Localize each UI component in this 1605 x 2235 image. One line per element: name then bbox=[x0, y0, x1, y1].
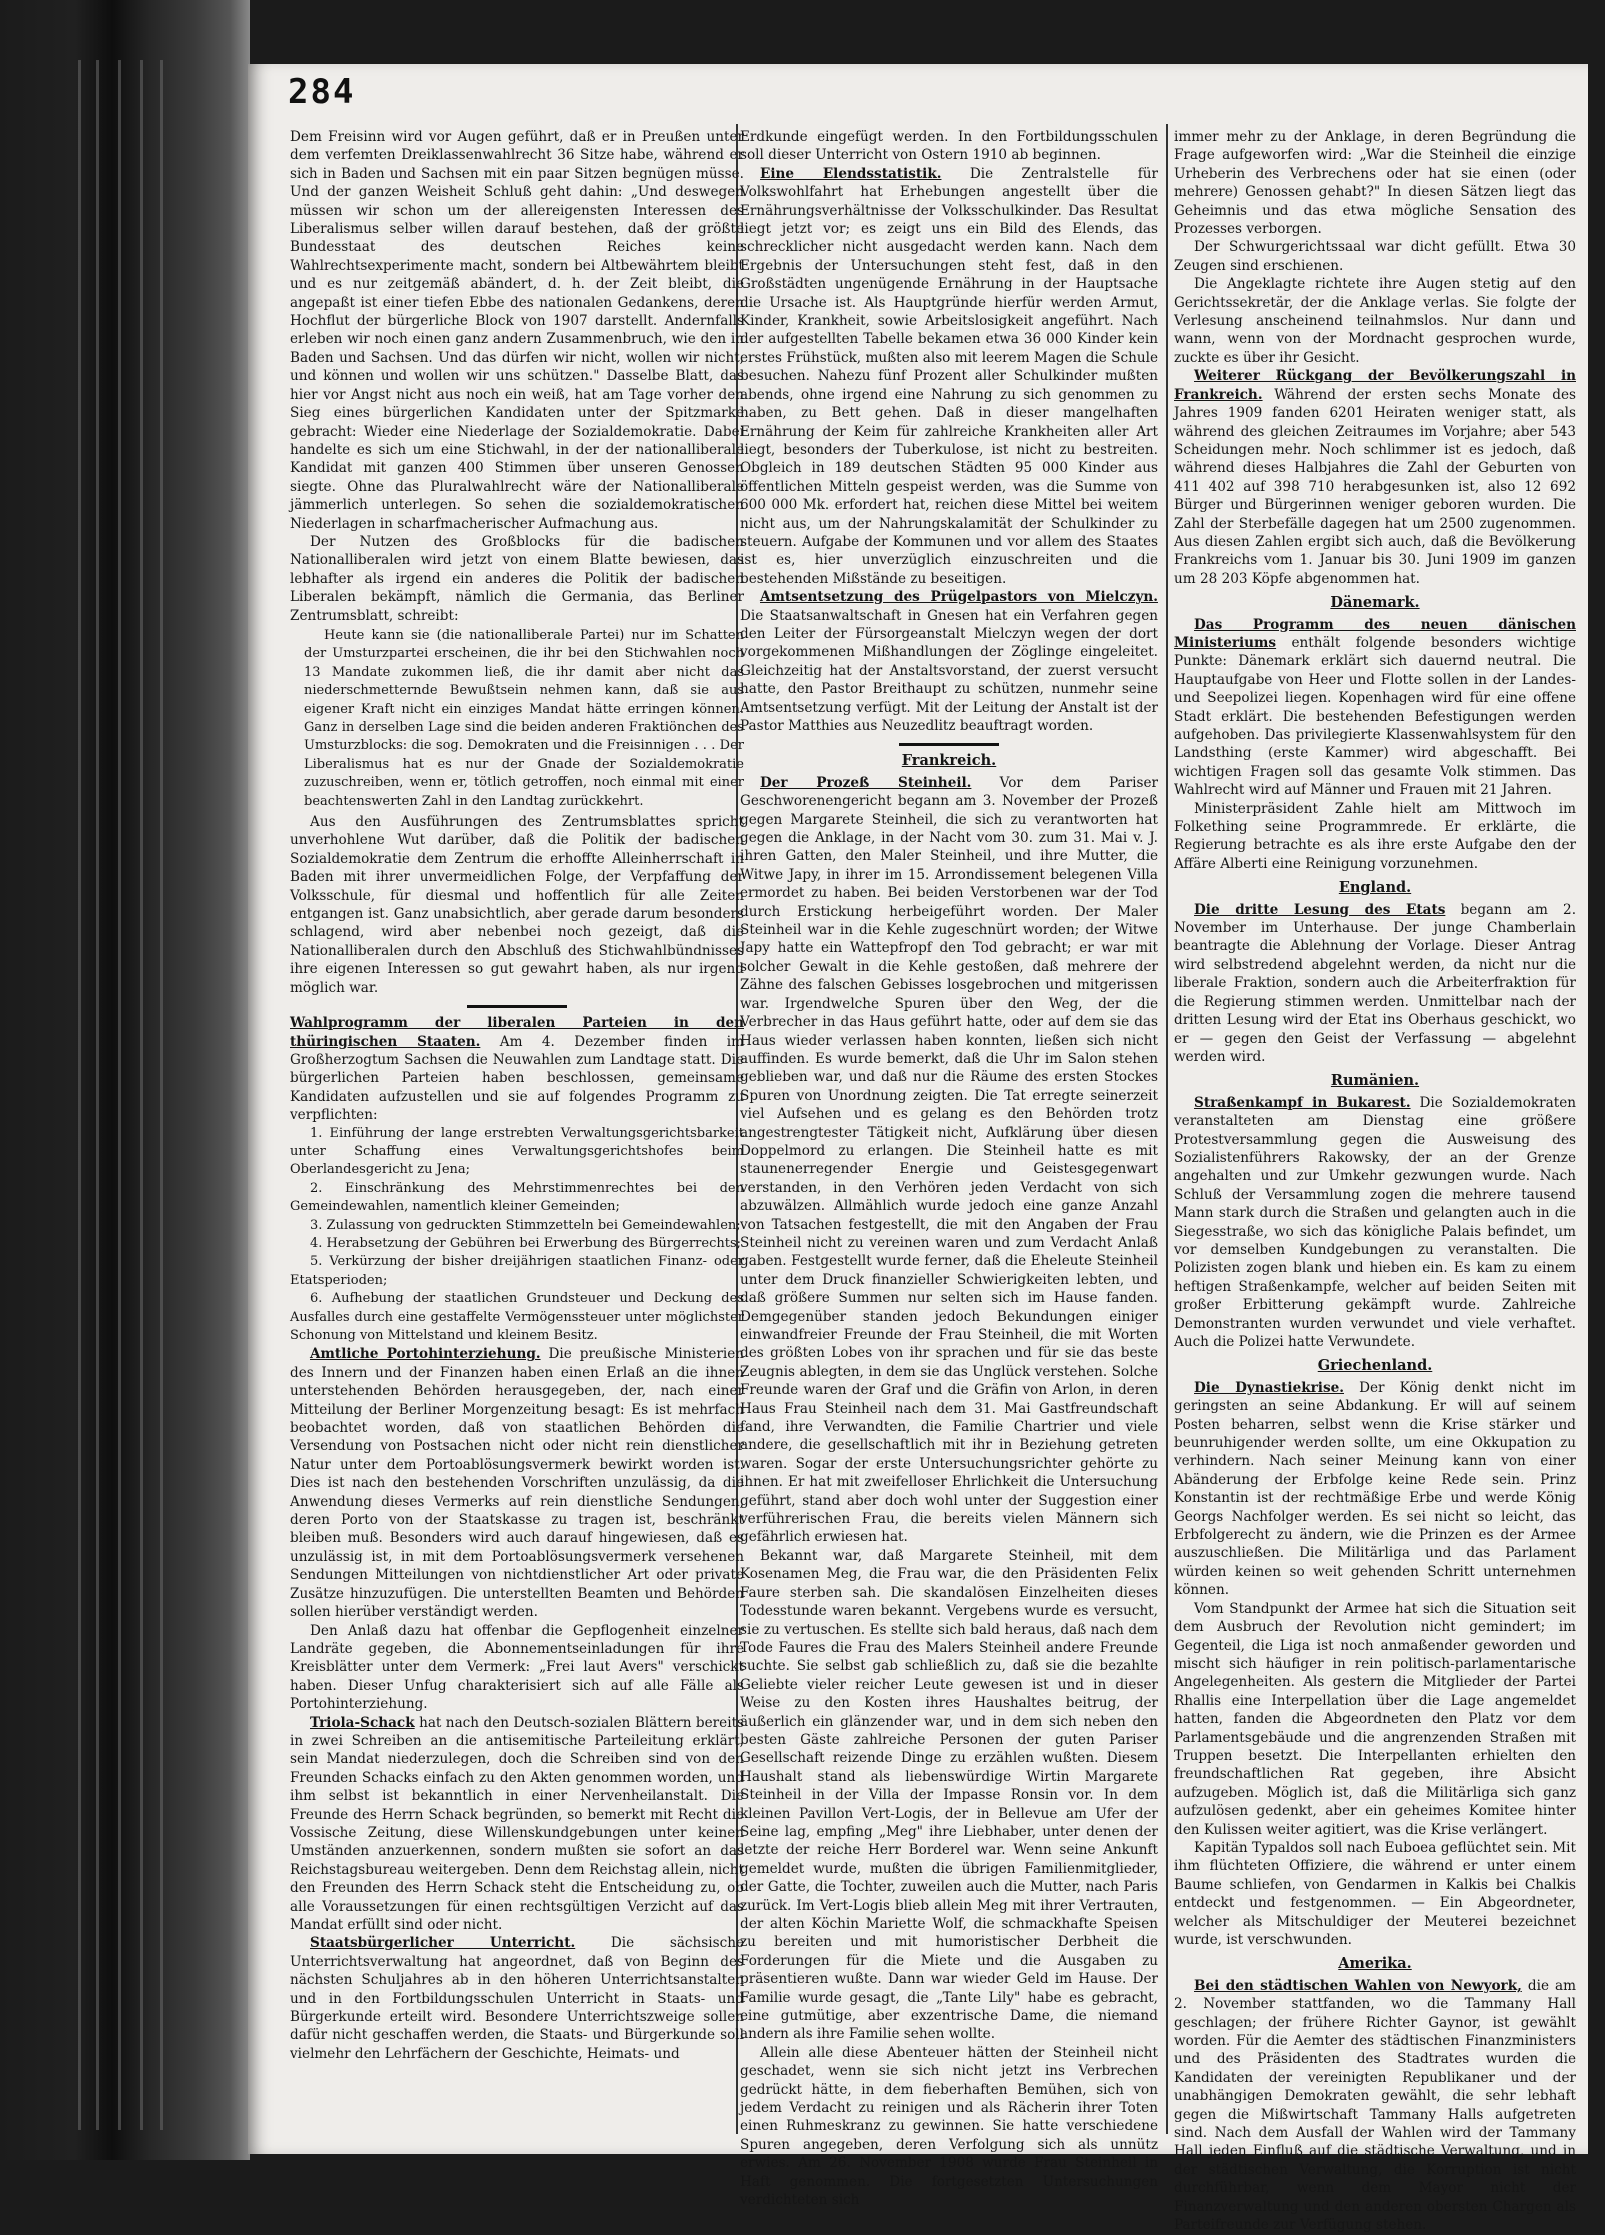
article-heading: Bei den städtischen Wahlen von Newyork, bbox=[1194, 1977, 1522, 1994]
section-divider bbox=[899, 743, 999, 746]
section-title-daenemark: Dänemark. bbox=[1330, 594, 1420, 612]
article-text: Die Staatsanwaltschaft in Gnesen hat ein Verfahren gegen den Leiter der Fürsorgeanstalt Mielczyn wegen der dort vorgekommenen Mißhandlungen der Zöglinge eingeleitet. Gleichzeitig hat der Anstaltsvorstand, der zuerst versucht hatte, den Pastor Breithaupt zu schützen, nunmehr seine Amtsentsetzung verfügt. Mit der Leitung der Anstalt ist der Pastor Matthies aus Neuzedlitz beauftragt worden. bbox=[740, 607, 1158, 734]
section-title-griechenland: Griechenland. bbox=[1317, 1357, 1433, 1375]
article-heading: Weiterer Rückgang der Bevölkerungszahl in Frankreich. bbox=[1174, 368, 1576, 403]
article-paragraph: Der Nutzen des Großblocks für die badischen Nationalliberalen wird jetzt von einem Blatte bewiesen, das lebhafter als irgend ein anderes die Politik der badischen Liberalen bekämpft, nämlich die Germania, das Berliner Zentrumsblatt, schreibt: bbox=[290, 533, 744, 624]
article-heading: Amtsentsetzung des Prügelpastors von Mielczyn. bbox=[760, 589, 1158, 606]
article-heading: Das Programm des neuen dänischen Ministeriums bbox=[1174, 616, 1576, 651]
article-paragraph: Die Angeklagte richtete ihre Augen stetig auf den Gerichtssekretär, der die Anklage verlas. Sie folgte der Verlesung anscheinend teilnahmslos. Nur dann und wann, wenn von der Mordnacht gesprochen wurde, zuckte es über ihr Gesicht. bbox=[1174, 276, 1576, 366]
article-text: Die sächsische Unterrichtsverwaltung hat angeordnet, daß von Beginn des nächsten Schuljahres ab in den höheren Unterrichtsanstalten und in den Fortbildungsschulen Unterricht in Staats- und Bürgerkunde erteilt wird. Besondere Unterrichtszweige sollen dafür nicht geschaffen werden, die Staats- und Bürgerkunde soll vielmehr den Lehrfächern der Geschichte, Heimats- und bbox=[290, 1935, 745, 2062]
section-title-england: England. bbox=[1338, 879, 1412, 897]
article-heading: Die dritte Lesung des Etats bbox=[1194, 901, 1446, 918]
article-paragraph: Ministerpräsident Zahle hielt am Mittwoch im Folkething seine Programmrede. Er erklärte, die Regierung betrachte es als ihre erste Aufgabe den der Affäre Alberti eine Reinigung vorzunehmen. bbox=[1174, 800, 1576, 872]
section-divider bbox=[467, 1005, 567, 1008]
article-text: begann am 2. November im Unterhause. Der junge Chamberlain beantragte die Ablehnung der Vorlage. Dieser Antrag wird selbstredend abgelehnt werden, da nicht nur die liberale Fraktion, sondern auch die Arbeiterfraktion für die Regierung stimmen werden. Unmittelbar nach der dritten Lesung wird der Etat ins Oberhaus geschickt, wo er — gegen den Geist der Verfassung — abgelehnt werden wird. bbox=[1174, 901, 1577, 1065]
article-paragraph: Aus den Ausführungen des Zentrumsblattes spricht unverhohlene Wut darüber, daß die Politik der badischen Sozialdemokratie dem Zentrum die erhoffte Alleinherrschaft in Baden mit ihrer unvermeidlichen Folge, der Verpfaffung der Volksschule, für diesmal und hoffentlich für alle Zeiten entgangen ist. Ganz unabsichtlich, aber gerade darum besonders schlagend, wird aber nebenbei noch gezeigt, daß die Nationalliberalen durch den Abschluß des Stichwahlbündnisses ihre eigenen Interessen so gut gewahrt haben, als nur irgend möglich war. bbox=[290, 814, 744, 996]
list-item: 2. Einschränkung des Mehrstimmenrechtes bei den Gemeindewahlen, namentlich kleiner Gemeinden; bbox=[290, 1180, 744, 1215]
article-heading: Amtliche Portohinterziehung. bbox=[310, 1346, 541, 1363]
article-text: Die Sozialdemokraten veranstalteten am Dienstag eine größere Protestversammlung gegen die Ausweisung des Sozialistenführers Rakowsky, der an der Grenze angehalten und zur Umkehr gezwungen wurde. Nach Schluß der Versammlung zogen die mehrere tausend Mann stark durch die Straßen und gelangten auch in die Siegesstraße, wo sich das königliche Palais befindet, um vor demselben Kundgebungen zu veranstalten. Die Polizisten zogen blank und hieben ein. Es kam zu einem heftigen Straßenkampfe, welcher auf beiden Seiten mit großer Erbitterung gekämpft wurde. Zahlreiche Demonstranten wurden verwundet und viele verhaftet. Auch die Polizei hatte Verwundete. bbox=[1174, 1094, 1576, 1350]
list-item: 3. Zulassung von gedruckten Stimmzetteln bei Gemeindewahlen; bbox=[310, 1217, 741, 1233]
column-3 bbox=[1174, 128, 1576, 2235]
newspaper-page bbox=[248, 64, 1588, 2234]
list-item: 6. Aufhebung der staatlichen Grundsteuer und Deckung des Ausfalles durch eine gestaffelte Vermögenssteuer unter möglichster Schonung von Mittelstand und kleinem Besitz. bbox=[290, 1291, 744, 1343]
list-item: 4. Herabsetzung der Gebühren bei Erwerbung des Bürgerrechts; bbox=[310, 1235, 741, 1251]
article-paragraph: Vom Standpunkt der Armee hat sich die Situation seit dem Ausbruch der Revolution nicht gemindert; im Gegenteil, die Liga ist noch anmaßender geworden und mischt sich häufiger in rein politisch-parlamentarische Angelegenheiten. Als gestern die Mitglieder der Partei Rhallis eine Interpellation über die Lage angemeldet hatten, fanden die Abgeordneten den Platz vor dem Parlamentsgebäude und die angrenzenden Straßen mit Truppen besetzt. Die Interpellanten erhielten den freundschaftlichen Rat gegeben, ihre Absicht aufzugeben. Möglich ist, daß die Militärliga sich ganz aufzulösen gedenkt, aber ein geheimes Komitee hinter den Kulissen weiter agitiert, was die Krise verlängert. bbox=[1174, 1600, 1576, 1838]
article-text: Am 4. Dezember finden im Großherzogtum Sachsen die Neuwahlen zum Landtage statt. Die bürgerlichen Parteien haben beschlossen, gemeinsame Kandidaten aufzustellen und sie auf folgendes Programm zu verpflichten: bbox=[290, 1033, 744, 1124]
article-heading: Die Dynastiekrise. bbox=[1194, 1379, 1344, 1396]
article-paragraph: Erdkunde eingefügt werden. In den Fortbildungsschulen soll dieser Unterricht von Ostern 1910 ab beginnen. bbox=[740, 129, 1158, 164]
article-text: hat nach den Deutsch-sozialen Blättern bereits in zwei Schreiben an die antisemitische Parteileitung erklärt, sein Mandat niederzulegen, doch die Schreiben sind von den Freunden Schacks einfach zu den Akten genommen worden, und ihm selbst ist bekanntlich in einer Nervenheilanstalt. Die Freunde des Herrn Schack begründen, so bemerkt mit Recht die Vossische Zeitung, diese Willenskundgebungen unter keinen Umständen anzuerkennen, sondern mußten sie sofort an das Reichstagsbureau weitergeben. Denn dem Reichstag allein, nicht den Freunden des Herrn Schack steht die Entscheidung zu, ob alle Voraussetzungen für einen rechtsgültigen Verzicht auf das Mandat erfüllt sind oder nicht. bbox=[290, 1714, 745, 1933]
article-paragraph: Bekannt war, daß Margarete Steinheil, mit dem Kosenamen Meg, die Frau war, die den Präsidenten Felix Faure sterben sah. Die skandalösen Einzelheiten dieses Todesstunde waren bekannt. Vergebens wurde es versucht, sie zu vertuschen. Es stellte sich bald heraus, daß nach dem Tode Faures die Frau des Malers Steinheil andere Freunde suchte. Sie selbst gab schließlich zu, daß sie die bezahlte Geliebte vieler reicher Leute gewesen ist und in dieser Weise zu den Kosten ihres Haushaltes beitrug, der äußerlich ein glänzender war, und in dem sich neben den besten Gäste zahlreiche Personen der guten Pariser Gesellschaft reizende Dinge zu erzählen wußten. Diesem Haushalt stand als liebenswürdige Wirtin Margarete Steinheil in der Villa der Impasse Ronsin vor. In dem kleinen Pavillon Vert-Logis, der in Bellevue am Ufer der Seine lag, empfing „Meg" ihre Liebhaber, unter denen der letzte der reiche Herr Borderel war. Wenn seine Ankunft gemeldet wurde, mußten die übrigen Familienmitglieder, der Gatte, die Tochter, zuweilen auch die Mutter, nach Paris zurück. Im Vert-Logis blieb allein Meg mit ihrer Vertrauten, der alten Köchin Mariette Wolf, die schmackhafte Speisen zu bereiten und mit humoristischer Derbheit die Forderungen für die Miete und die Ausgaben zu präsentieren wußte. Dann war wieder Geld im Hause. Der Familie wurde gesagt, die „Tante Lily" habe es gebracht, eine gutmütige, aber exzentrische Dame, die niemand andern als ihre Familie sehen wollte. bbox=[740, 1547, 1158, 2043]
page-number: 284 bbox=[288, 72, 356, 112]
article-paragraph: Dem Freisinn wird vor Augen geführt, daß er in Preußen unter dem verfemten Dreiklassenwahlrecht 36 Sitze habe, während er sich in Baden und Sachsen mit ein paar Sitzen begnügen müsse. Und der ganzen Weisheit Schluß geht dahin: „Und deswegen müssen wir schon um der allereigensten Interessen des Liberalismus selber willen darauf bestehen, daß der größte Bundesstaat des deutschen Reiches keine Wahlrechtsexperimente macht, sondern bei Altbewährtem bleibt und es nur zeitgemäß abändert, d. h. der Zeit bleibt, die angepaßt ist einer tiefen Ebbe des nationalen Gedankens, deren Hochflut der bürgerliche Block von 1907 darstellt. Andernfalls erleben wir noch einen ganz andern Zusammenbruch, wie den in Baden und Sachsen. Und das dürfen wir nicht, wollen wir nicht, und können und wollen wir uns schützen." Dasselbe Blatt, das hier vor Angst nicht aus noch ein weiß, hat am Tage vorher den Sieg eines bürgerlichen Kandidaten unter der Spitzmarke gebracht: Wieder eine Niederlage der Sozialdemokratie. Dabei handelte es sich um eine Stichwahl, in der der nationalliberale Kandidat mit ganzen 400 Stimmen über unseren Genossen siegte. Ohne das Pluralwahlrecht wäre der Nationalliberale jämmerlich unterlegen. So sehen die sozialdemokratischen Niederlagen in scharfmacherischer Aufmachung aus. bbox=[290, 129, 744, 532]
article-text: Vor dem Pariser Geschworenengericht begann am 3. November der Prozeß gegen Margarete Steinheil, die sich zu verantworten hat gegen die Anklage, in der Nacht vom 30. zum 31. Mai v. J. ihren Gatten, den Maler Steinheil, und ihre Mutter, die Witwe Japy, in ihrer im 15. Arrondissement belegenen Villa ermordet zu haben. Bei beiden Verstorbenen war der Tod durch Erstickung herbeigeführt worden. Der Maler Steinheil war in die Kehle zugeschnürt worden; der Witwe Japy hatte ein Wattepfropf den Tod gebracht; er war mit solcher Gewalt in die Kehle gestoßen, daß mehrere der Zähne des falschen Gebisses losgebrochen und mitgerissen war. Irgendwelche Spuren über den Weg, der die Verbrecher in das Haus geführt hatte, oder auf dem sie das Haus wieder verlassen haben konnten, ließen sich nicht auffinden. Es wurde bemerkt, daß die Uhr im Salon stehen geblieben war, und daß nur die Räume des ersten Stockes Spuren von Unordnung zeigten. Die Tat erregte seinerzeit viel Aufsehen und es gelang es den Behörden trotz angestrengtester Tätigkeit nicht, Aufklärung über diesen Doppelmord zu erlangen. Die Steinheil hatte es mit staunenerregender Energie und Geistesgegenwart verstanden, in den Verhören jeden Verdacht von sich abzuwälzen. Allmählich wurde jedoch eine ganze Anzahl von Tatsachen festgestellt, die mit den Angaben der Frau Steinheil nicht zu vereinen waren und zum Verdacht Anlaß gaben. Festgestellt wurde ferner, daß die Eheleute Steinheil unter dem Druck finanzieller Schwierigkeiten lebten, und daß größere Summen nur selten sich im Hause fanden. Demgegenüber standen jedoch Bekundungen einiger einwandfreier Freunde der Frau Steinheil, die mit Worten des größten Lobes von ihr sprachen und für sie das beste Zeugnis ablegten, in dem sie das Unglück verstehen. Solche Freunde waren der Graf und die Gräfin von Arlon, in deren Haus Frau Steinheil nach dem 31. Mai Gastfreundschaft fand, ihre Verwandten, die Familie Chartrier und viele andere, die gesellschaftlich mit ihr in Beziehung getreten waren. Sogar der erste Untersuchungsrichter gehörte zu ihnen. Er hat mit zweifelloser Ehrlichkeit die Untersuchung geführt, stand aber doch wohl unter der Suggestion einer verführerischen Frau, die bereits vielen Männern sich gefährlich erwiesen hat. bbox=[740, 774, 1158, 1546]
article-paragraph: immer mehr zu der Anklage, in deren Begründung die Frage aufgeworfen wird: „War die Steinheil die einzige Urheberin des Verbrechens oder hat sie einen (oder mehrere) Genossen gehabt?" In diesen Sätzen liegt das Geheimnis und das etwa mögliche Sensation des Prozesses verborgen. bbox=[1174, 129, 1576, 238]
article-text: Während der ersten sechs Monate des Jahres 1909 fanden 6201 Heiraten weniger statt, als während des gleichen Zeitraumes im Vorjahre; aber 543 Scheidungen mehr. Noch schlimmer ist es jedoch, daß während dieses Halbjahres die Zahl der Geburten von 411 402 auf 398 710 herabgesunken ist, also 12 692 Bürger und Bürgerinnen weniger geboren wurden. Die Zahl der Sterbefälle dagegen hat um 2500 zugenommen. Aus diesen Zahlen ergibt sich auch, daß die Bevölkerung Frankreichs vom 1. Januar bis 30. Juni 1909 im ganzen um 28 203 Köpfe abgenommen hat. bbox=[1174, 386, 1576, 587]
column-rule-2 bbox=[1166, 124, 1168, 2134]
article-paragraph: Der Schwurgerichtssaal war dicht gefüllt. Etwa 30 Zeugen sind erschienen. bbox=[1174, 239, 1576, 274]
article-text: enthält folgende besonders wichtige Punkte: Dänemark erklärt sich dauernd neutral. Die Hauptaufgabe von Heer und Flotte sollen in der Landes- und Seepolizei liegen. Kopenhagen wird für eine offene Stadt erklärt. Die bestehenden Befestigungen werden aufgehoben. Das privilegierte Klassenwahlsystem für den Landsthing (erste Kammer) wird abgeschafft. Bei wichtigen Fragen soll das gesamte Volk stimmen. Das Wahlrecht wird auf Männer und Frauen mit 21 Jahren. bbox=[1174, 634, 1576, 799]
article-heading: Staatsbürgerlicher Unterricht. bbox=[310, 1935, 576, 1952]
section-title-rumaenien: Rumänien. bbox=[1330, 1072, 1420, 1090]
article-text: Die preußische Ministerien des Innern und der Finanzen haben einen Erlaß an die ihnen unterstehenden Behörden herausgegeben, der, nach einer Mitteilung der Berliner Morgenzeitung besagt: Es ist mehrfach beobachtet worden, daß von staatlichen Behörden die Versendung von Postsachen nicht oder nicht rein dienstlicher Natur unter dem Portoablösungsvermerk bewirkt worden ist. Dies ist nach den bestehenden Vorschriften unzulässig, da die Anwendung dieses Vermerks auf rein dienstliche Sendungen, deren Porto von der Staatskasse zu tragen ist, beschränkt bleiben muß. Besonders wird auch darauf hingewiesen, daß es unzulässig ist, in mit dem Portoablösungsvermerk versehenen Sendungen Mitteilungen von nichtdienstlicher Art oder private Zusätze hinzuzufügen. Die unterstellten Beamten und Behörden sollen hierüber verständigt werden. bbox=[290, 1346, 745, 1621]
article-paragraph: Allein alle diese Abenteuer hätten der Steinheil nicht geschadet, wenn sie sich nicht jetzt ins Verbrechen gedrückt hätte, in dem fieberhaften Bemühen, sich von jedem Verdacht zu reinigen und als Rächerin ihrer Toten einen Ruhmeskranz zu gewinnen. Sie hatte verschiedene Spuren angegeben, deren Verfolgung sich als unnütz erwies. Am 26. November 1908 wurde Frau Steinheil in Haft genommen. Die fortgesetzten Untersuchungen verdichteten sich bbox=[740, 2044, 1158, 2209]
article-paragraph: Kapitän Typaldos soll nach Euboea geflüchtet sein. Mit ihm flüchteten Offiziere, die während er unter einem Baume schliefen, von Gendarmen in Kalkis bei Chalkis entdeckt und festgenommen. — Ein Abgeordneter, welcher als Mitschuldiger der Meuterei bezeichnet wurde, ist verschwunden. bbox=[1174, 1839, 1576, 1948]
column-2 bbox=[740, 128, 1158, 2210]
article-text: die am 2. November stattfanden, wo die Tammany Hall geschlagen; der frühere Richter Gaynor, ist gewählt worden. Für die Aemter des städtischen Finanzministers und des Präsidenten des Stadtrates wurden die Kandidaten der vereinigten Republikaner und der unabhängigen Demokraten gewählt, die sehr lebhaft gegen die Mißwirtschaft Tammany Halls aufgetreten sind. Nach dem Ausfall der Wahlen wird der Tammany Hall jeden Einfluß auf die städtische Verwaltung, und in der städtischen Verwaltung, die Korruption ist nicht durchführbar, wenn dem Mayor nicht der Finanzverwaltung und den anderen obersten Chargen als Parteifreunde zur Verfügung stehen. bbox=[1174, 1977, 1576, 2234]
list-item: 1. Einführung der lange erstrebten Verwaltungsgerichtsbarkeit unter Schaffung eines Verwaltungsgerichtshofes beim Oberlandesgericht zu Jena; bbox=[290, 1125, 744, 1178]
list-item: 5. Verkürzung der bisher dreijährigen staatlichen Finanz- oder Etatsperioden; bbox=[290, 1254, 744, 1288]
article-heading: Wahlprogramm der liberalen Parteien in den thüringischen Staaten. bbox=[290, 1015, 744, 1050]
article-heading: Eine Elendsstatistik. bbox=[760, 165, 942, 182]
article-text: Die Zentralstelle für Volkswohlfahrt hat Erhebungen angestellt über die Ernährungsverhältnisse der Volksschulkinder. Das Resultat liegt jetzt vor; es zeigt uns ein Bild des Elends, das schrecklicher nicht ausgedacht werden kann. Nach dem Ergebnis der Untersuchungen steht fest, daß in den Großstädten ungenügende Ernährung in der Hauptsache die Ursache ist. Als Hauptgründe hierfür werden Armut, Kinder, Krankheit, sowie Arbeitslosigkeit angeführt. Nach der aufgestellten Tabelle bekamen etwa 36 000 Kinder kein erstes Frühstück, mußten also mit leerem Magen die Schule besuchen. Nahezu fünf Prozent aller Schulkinder mußten abends, ohne irgend eine Nahrung zu sich genommen zu haben, zu Bett gehen. Daß in dieser mangelhaften Ernährung der Keim für zahlreiche Krankheiten aller Art liegt, besonders der Tuberkulose, ist nicht zu bestreiten. Obgleich in 189 deutschen Städten 95 000 Kinder aus öffentlichen Mitteln gespeist werden, was die Summe von 600 000 Mk. erfordert hat, reichen diese Mittel bei weitem nicht aus, um der Nahrungskalamität der Schulkinder zu steuern. Aufgabe der Kommunen und vor allem des Staates ist es, hier unverzüglich einzuschreiten und die bestehenden Mißstände zu beseitigen. bbox=[740, 165, 1158, 587]
quoted-text: Heute kann sie (die nationalliberale Partei) nur im Schatten der Umsturzpartei erscheinen, die ihr bei den Stichwahlen noch 13 Mandate zukommen ließ, die ihr damit aber nicht das niederschmetternde Bewußtsein nehmen kann, daß sie aus eigener Kraft nicht ein einziges Mandat hätte erringen können. Ganz in derselben Lage sind die beiden anderen Fraktiönchen des Umsturzblocks: die sog. Demokraten und die Freisinnigen . . . Der Liberalismus hat es nur der Gnade der Sozialdemokratie zuzuschreiben, wenn er, tötlich getroffen, noch einmal mit einer beachtenswerten Zahl in den Landtag zurückkehrt. bbox=[304, 627, 744, 809]
section-title-amerika: Amerika. bbox=[1338, 1955, 1412, 1973]
article-paragraph: Den Anlaß dazu hat offenbar die Gepflogenheit einzelner Landräte gegeben, die Abonnementseinladungen für ihre Kreisblätter unter dem Vermerk: „Frei laut Avers" verschickt haben. Dieser Unfug charakterisiert sich auf alle Fälle als Portohinterziehung. bbox=[290, 1622, 744, 1713]
article-text: Der König denkt nicht im geringsten an seine Abdankung. Er will auf seinem Posten beharren, selbst wenn die Krise stärker und beunruhigender werden sollte, um eine Okkupation zu verhindern. Nach seiner Meinung kann von einer Abänderung der Erbfolge keine Rede sein. Prinz Konstantin ist der rechtmäßige Erbe und werde König Georgs Nachfolger werden. Es sei nicht so leicht, das Erbfolgerecht zu ändern, wie die Prinzen es der Armee auszuschließen. Die Militärliga und das Parlament würden keinen so weit gehenden Schritt unternehmen können. bbox=[1174, 1379, 1576, 1599]
section-title-frankreich: Frankreich. bbox=[901, 752, 997, 770]
article-heading: Straßenkampf in Bukarest. bbox=[1194, 1094, 1411, 1111]
article-heading: Triola-Schack bbox=[310, 1714, 415, 1731]
column-1 bbox=[290, 128, 744, 2063]
book-binding bbox=[0, 0, 250, 2160]
article-heading: Der Prozeß Steinheil. bbox=[760, 774, 972, 791]
